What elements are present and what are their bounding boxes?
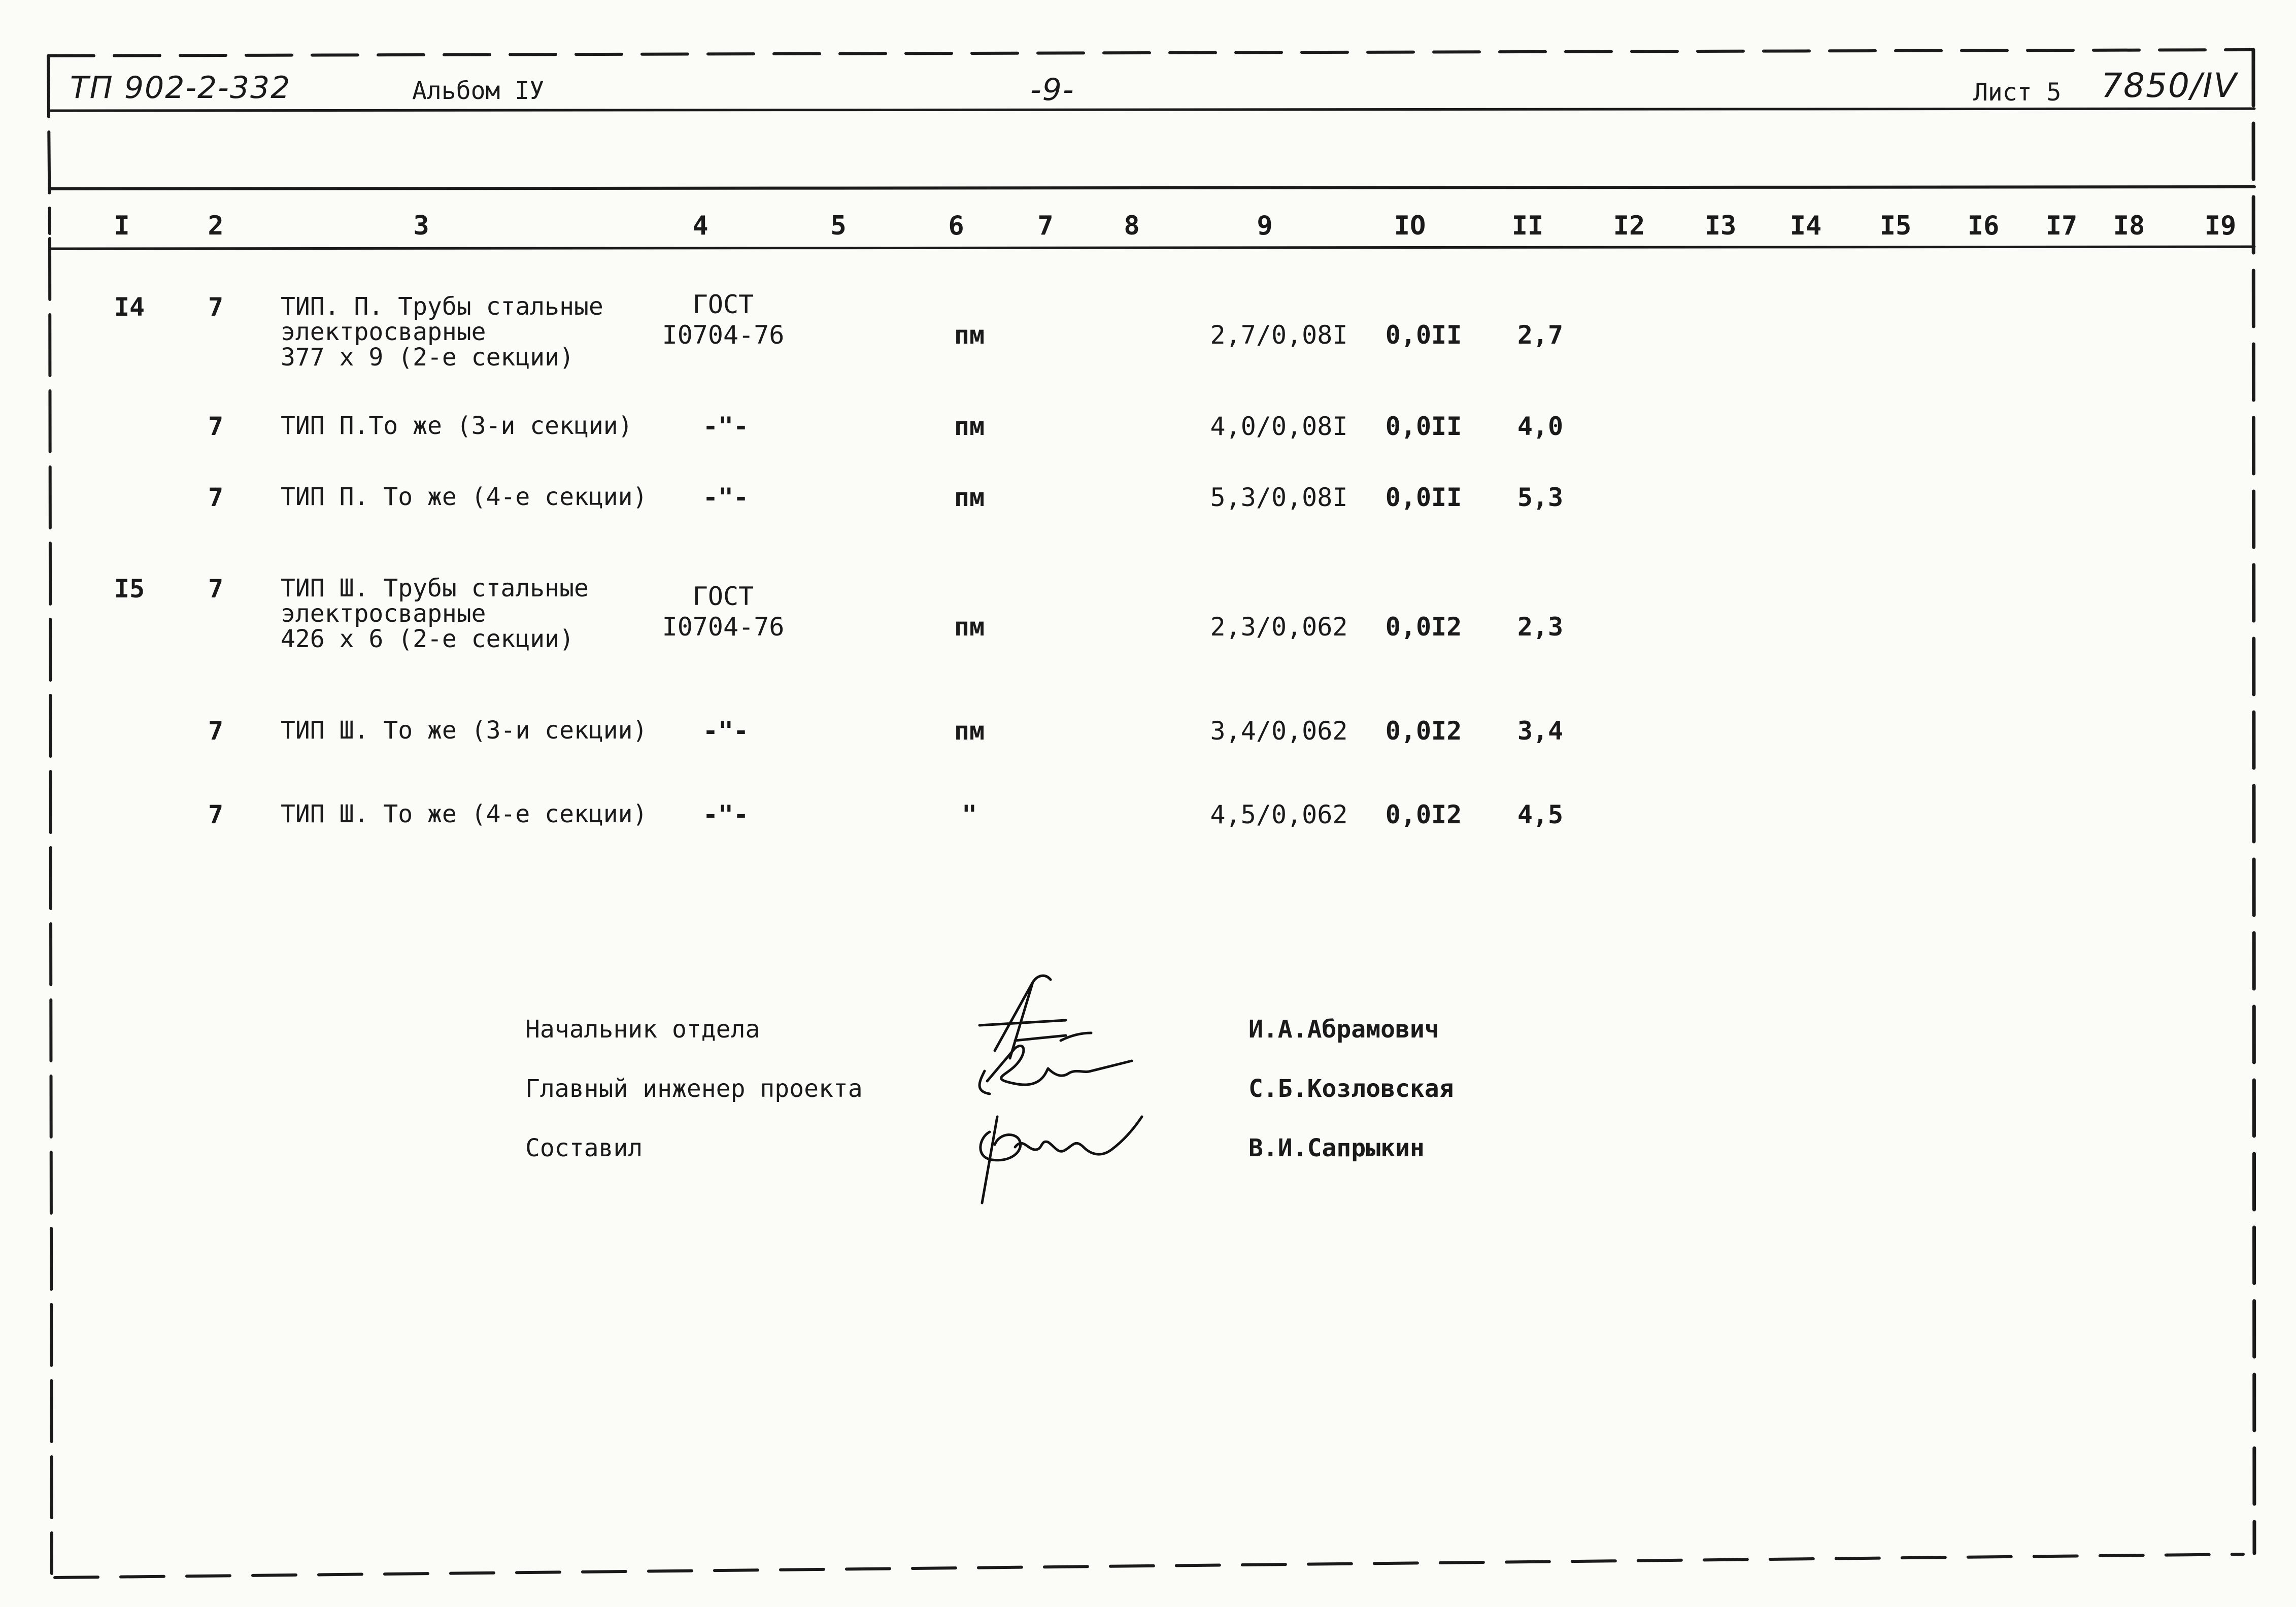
signature-role: Начальник отдела [525, 1015, 760, 1044]
signature-name: С.Б.Козловская [1248, 1075, 1454, 1103]
row-col2: 7 [208, 574, 224, 604]
row-description: ТИП П. То же (4-е секции) [281, 483, 648, 511]
column-number: 3 [413, 211, 429, 241]
column-number: I6 [1967, 211, 2000, 241]
row-description: ТИП Ш. Трубы стальные [281, 574, 589, 602]
row-position: I5 [114, 574, 145, 604]
handwritten-signatures [939, 964, 1183, 1218]
row-standard: I0704-76 [662, 320, 785, 350]
doc-code: ТП 902-2-332 [70, 70, 291, 106]
signature-name: И.А.Абрамович [1248, 1015, 1439, 1044]
row-standard: ГОСТ [692, 290, 754, 319]
row-unit: пм [954, 483, 985, 512]
row-description: 377 х 9 (2-е секции) [281, 343, 574, 372]
row-total: 4,0 [1517, 412, 1564, 441]
column-number: 6 [948, 211, 964, 241]
row-col2: 7 [208, 412, 224, 441]
inventory-number: 7850/IV [2101, 66, 2238, 105]
row-total: 2,7 [1517, 320, 1564, 350]
row-unit: пм [954, 412, 985, 441]
row-mass: 0,0I2 [1385, 612, 1462, 642]
row-description: 426 х 6 (2-е секции) [281, 625, 574, 653]
row-description: ТИП П.То же (3-и секции) [281, 412, 633, 440]
row-unit: " [961, 800, 977, 829]
row-description: ТИП Ш. То же (3-и секции) [281, 716, 648, 745]
row-total: 3,4 [1517, 716, 1564, 746]
row-total: 4,5 [1517, 800, 1564, 829]
signature-role: Составил [525, 1134, 643, 1162]
signature-role: Главный инженер проекта [525, 1075, 863, 1103]
album-label: Альбом IУ [412, 77, 545, 105]
column-number: 5 [830, 211, 847, 241]
column-number: 2 [208, 211, 224, 241]
row-mass: 0,0I2 [1385, 800, 1462, 829]
column-number: I [114, 211, 130, 241]
row-total: 2,3 [1517, 612, 1564, 642]
row-description: ТИП Ш. То же (4-е секции) [281, 800, 648, 828]
row-unit: пм [954, 320, 985, 350]
signature-name: В.И.Сапрыкин [1248, 1134, 1425, 1162]
column-number: I2 [1613, 211, 1645, 241]
row-standard: ГОСТ [692, 582, 754, 611]
row-position: I4 [114, 292, 145, 322]
row-standard: -"- [702, 412, 749, 441]
column-number: I5 [1879, 211, 1912, 241]
row-standard: -"- [702, 800, 749, 829]
row-col2: 7 [208, 716, 224, 746]
row-quantity: 4,5/0,062 [1210, 800, 1348, 829]
row-standard: I0704-76 [662, 612, 785, 642]
row-description: электросварные [281, 599, 486, 628]
column-number: I7 [2045, 211, 2078, 241]
row-quantity: 3,4/0,062 [1210, 716, 1348, 746]
row-col2: 7 [208, 292, 224, 322]
row-quantity: 4,0/0,08I [1210, 412, 1348, 441]
row-standard: -"- [702, 716, 749, 746]
column-number: I3 [1704, 211, 1737, 241]
column-number: I4 [1789, 211, 1822, 241]
row-mass: 0,0I2 [1385, 716, 1462, 746]
row-standard: -"- [702, 483, 749, 512]
row-col2: 7 [208, 800, 224, 829]
column-number: 8 [1124, 211, 1140, 241]
row-mass: 0,0II [1385, 320, 1462, 350]
column-number: I9 [2204, 211, 2237, 241]
column-number: 9 [1257, 211, 1273, 241]
row-mass: 0,0II [1385, 412, 1462, 441]
column-number: I8 [2113, 211, 2145, 241]
row-col2: 7 [208, 483, 224, 512]
column-number: II [1511, 211, 1544, 241]
column-number: IO [1394, 211, 1426, 241]
row-quantity: 2,7/0,08I [1210, 320, 1348, 350]
row-quantity: 2,3/0,062 [1210, 612, 1348, 642]
column-number: 4 [692, 211, 708, 241]
column-number: 7 [1037, 211, 1054, 241]
row-unit: пм [954, 612, 985, 642]
row-description: электросварные [281, 318, 486, 346]
row-quantity: 5,3/0,08I [1210, 483, 1348, 512]
sheet-label: Лист 5 [1973, 78, 2062, 107]
row-mass: 0,0II [1385, 483, 1462, 512]
row-total: 5,3 [1517, 483, 1564, 512]
page-number: -9- [1030, 72, 1075, 108]
row-unit: пм [954, 716, 985, 746]
row-description: ТИП. П. Трубы стальные [281, 292, 603, 321]
